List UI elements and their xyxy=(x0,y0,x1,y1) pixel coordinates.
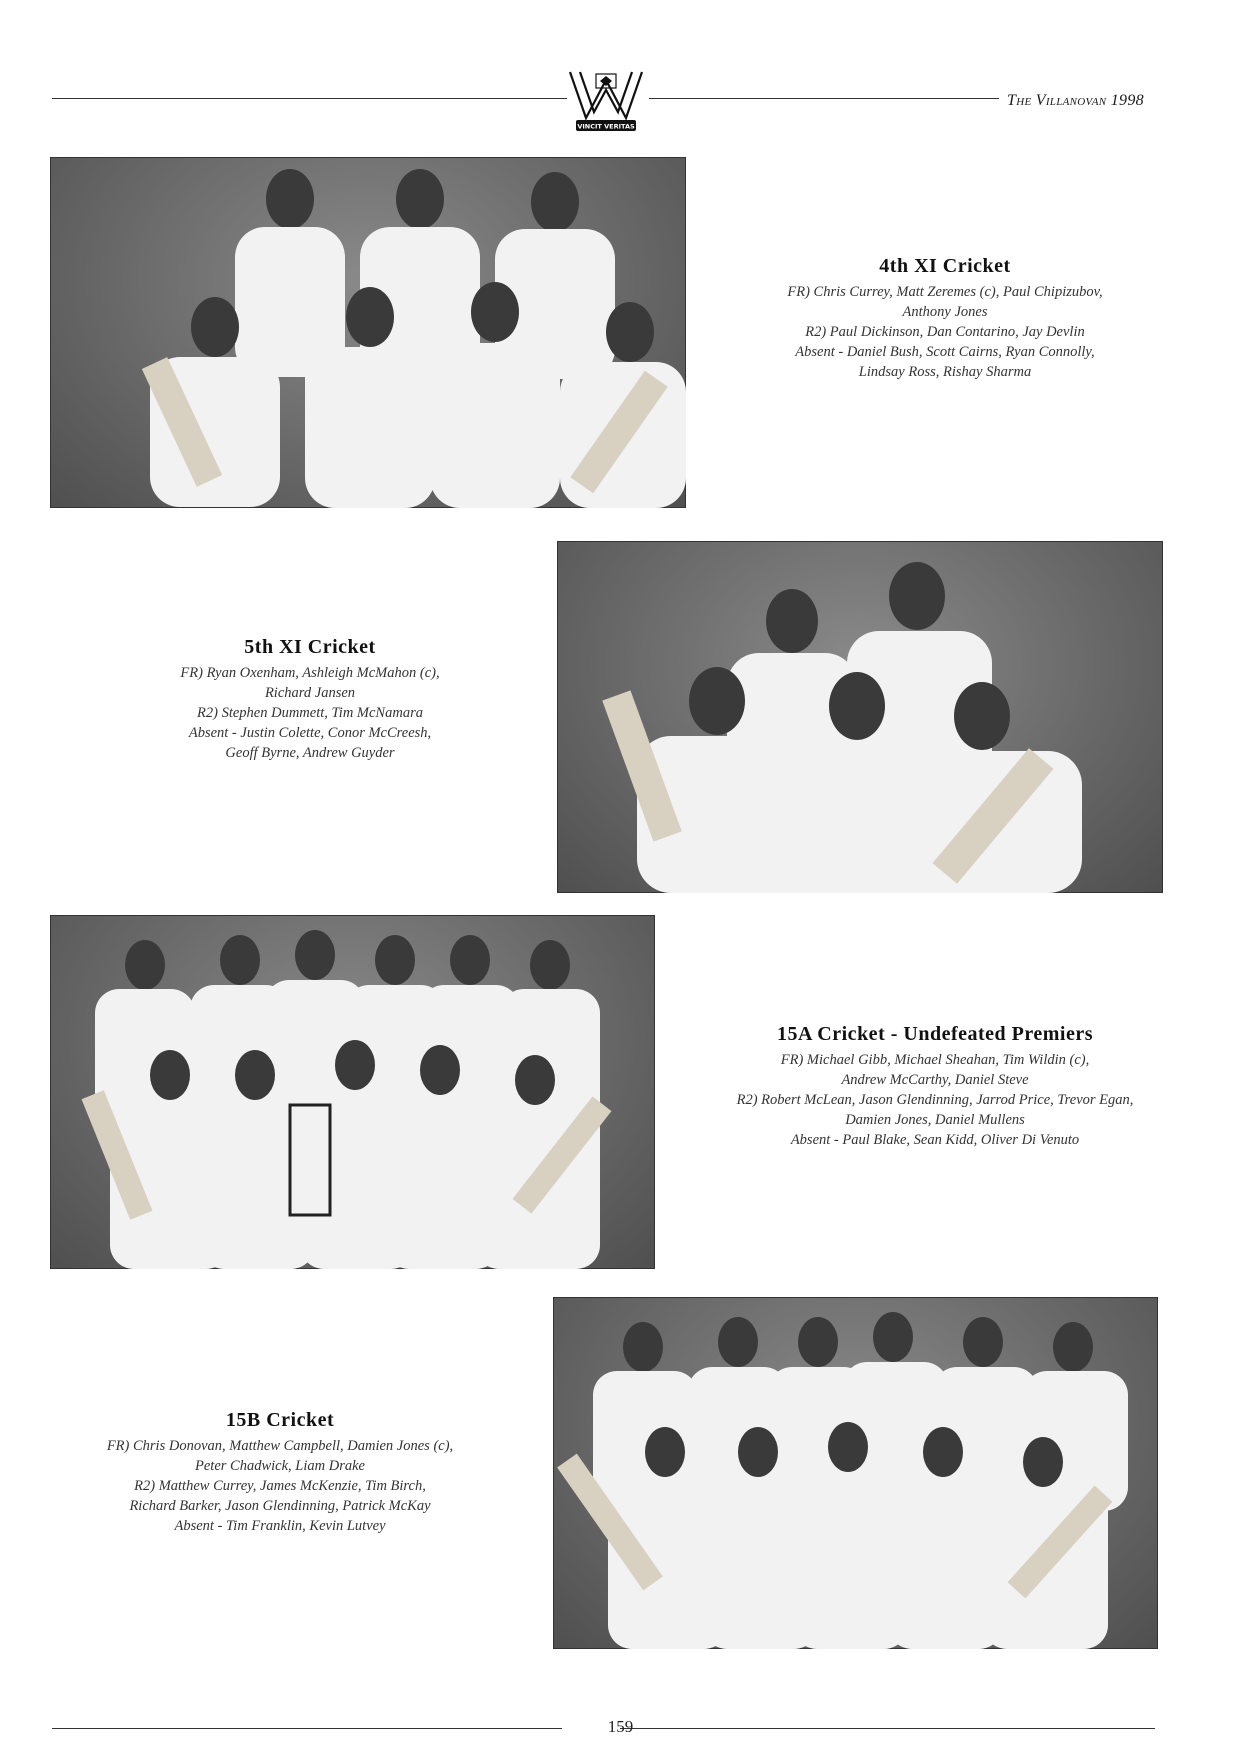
team-photo-4th-xi xyxy=(50,157,686,508)
caption-line: FR) Michael Gibb, Michael Sheahan, Tim Wildin (c), xyxy=(780,1052,1090,1068)
caption-line: Anthony Jones xyxy=(902,304,988,320)
caption-line: Absent - Tim Franklin, Kevin Lutvey xyxy=(174,1518,386,1534)
caption-line: FR) Chris Currey, Matt Zeremes (c), Paul Chipizubov, xyxy=(787,284,1103,300)
section-title: 15B Cricket xyxy=(225,1409,335,1431)
caption-line: Damien Jones, Daniel Mullens xyxy=(845,1112,1025,1128)
caption-line: Richard Barker, Jason Glendinning, Patrick McKay xyxy=(129,1498,431,1514)
caption-line: Geoff Byrne, Andrew Guyder xyxy=(225,745,395,761)
caption-line: Absent - Daniel Bush, Scott Cairns, Ryan Connolly, xyxy=(795,344,1095,360)
caption-line: Absent - Paul Blake, Sean Kidd, Oliver Di Venuto xyxy=(790,1132,1080,1148)
header-rule-right xyxy=(649,98,999,99)
section-title: 4th XI Cricket xyxy=(879,255,1011,277)
caption-line: Lindsay Ross, Rishay Sharma xyxy=(858,364,1032,380)
publication-name: The Villanovan xyxy=(1007,92,1107,109)
header-rule-left xyxy=(52,98,567,99)
team-photo-15a xyxy=(50,915,655,1269)
caption-15b xyxy=(95,1410,465,1536)
caption-line: Absent - Justin Colette, Conor McCreesh, xyxy=(188,725,432,741)
team-photo-5th-xi xyxy=(557,541,1163,893)
caption-line: Peter Chadwick, Liam Drake xyxy=(195,1458,365,1474)
publication-title xyxy=(1007,92,1144,110)
logo-motto: VINCIT VERITAS xyxy=(577,122,635,131)
school-crest-logo xyxy=(566,66,646,134)
caption-line: R2) Stephen Dummett, Tim McNamara xyxy=(197,705,423,721)
caption-line: FR) Ryan Oxenham, Ashleigh McMahon (c), xyxy=(180,665,440,681)
publication-year: 1998 xyxy=(1110,92,1144,109)
team-photo-15b xyxy=(553,1297,1158,1649)
section-title: 5th XI Cricket xyxy=(244,636,376,658)
page-number: 159 xyxy=(607,1717,634,1736)
caption-line: R2) Paul Dickinson, Dan Contarino, Jay Devlin xyxy=(805,324,1085,340)
caption-5th-xi xyxy=(150,637,470,763)
section-title: 15A Cricket - Undefeated Premiers xyxy=(776,1023,1094,1045)
caption-15a xyxy=(670,1024,1200,1150)
caption-line: R2) Robert McLean, Jason Glendinning, Jarrod Price, Trevor Egan, xyxy=(736,1092,1134,1108)
caption-line: Andrew McCarthy, Daniel Steve xyxy=(841,1072,1029,1088)
caption-4th-xi xyxy=(710,256,1180,382)
caption-line: FR) Chris Donovan, Matthew Campbell, Damien Jones (c), xyxy=(106,1438,454,1454)
caption-line: Richard Jansen xyxy=(264,685,356,701)
caption-line: R2) Matthew Currey, James McKenzie, Tim Birch, xyxy=(134,1478,426,1494)
